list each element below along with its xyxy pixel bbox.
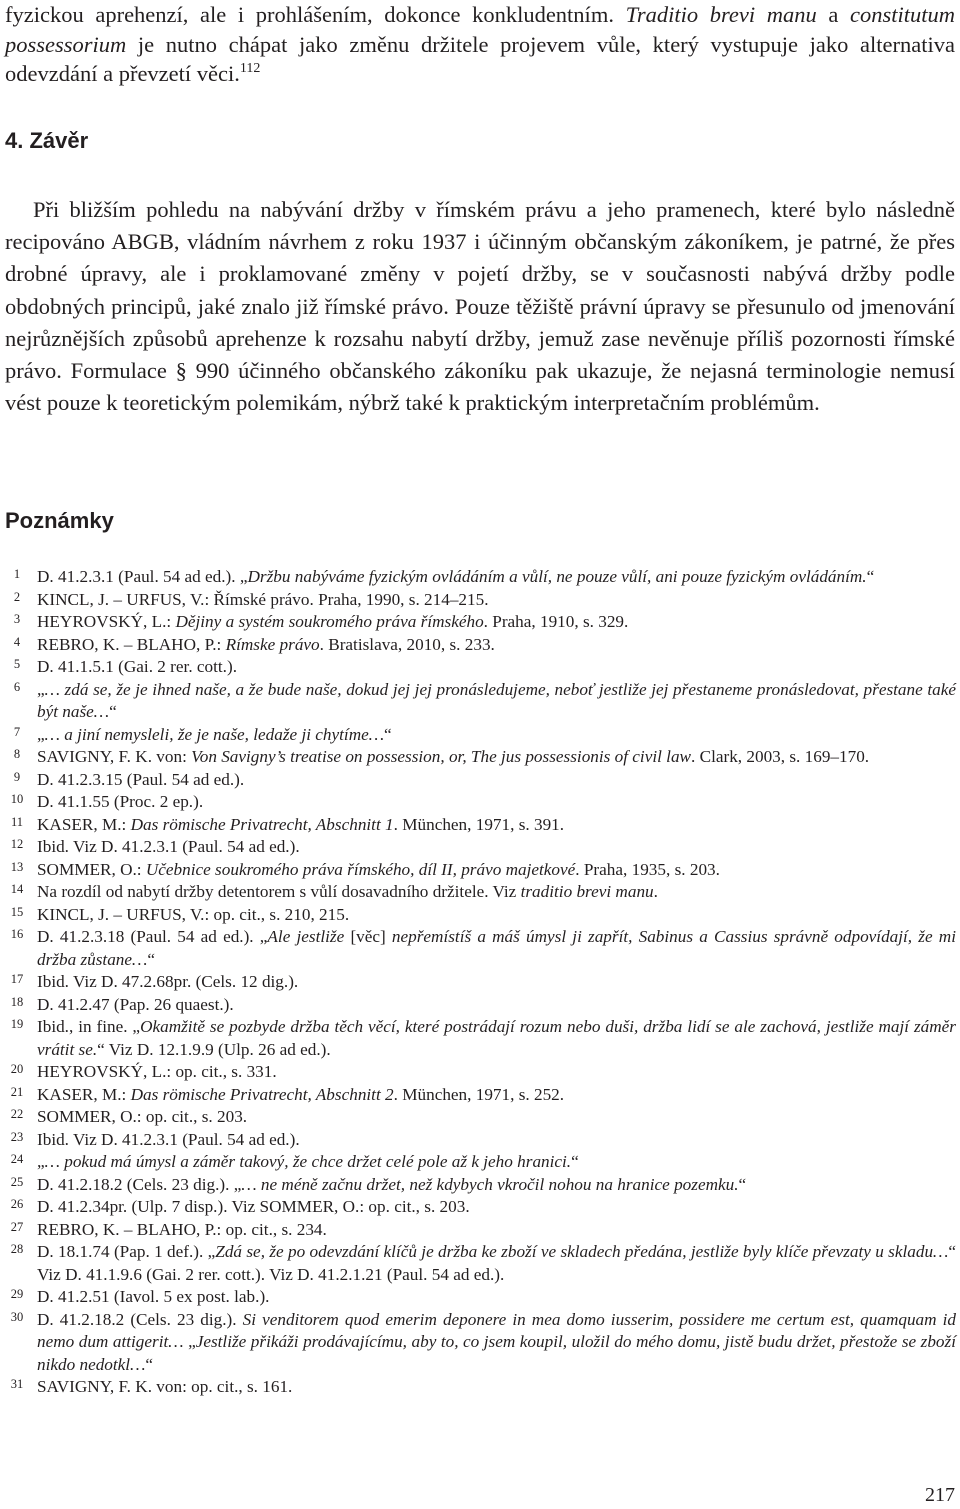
note-italic-text: Ale jestliže xyxy=(267,927,351,946)
note-text: Ibid. Viz D. 41.2.3.1 (Paul. 54 ad ed.). xyxy=(37,1129,300,1149)
note-number: 19 xyxy=(10,1017,24,1031)
note-text: . Clark, 2003, s. 169–170. xyxy=(691,747,870,766)
note-text: „ xyxy=(37,724,45,744)
intro-text-a: fyzickou aprehenzí, ale i prohlášením, dokonce konkludentním. xyxy=(5,2,626,27)
note-text: „ xyxy=(183,1332,196,1351)
note-number: 17 xyxy=(10,972,24,986)
note-italic-text: Zdá se, že po odevzdání klíčů je držba ke zboží ve skladech předána, jestliže byly klíče převzaty u skladu… xyxy=(215,1242,949,1261)
note-text: D. 41.2.47 (Pap. 26 quaest.). xyxy=(37,994,234,1014)
note-text: KASER, M.: xyxy=(37,1084,131,1104)
note-text: D. 18.1.74 (Pap. 1 def.). „ xyxy=(37,1242,216,1261)
note-text: SOMMER, O.: op. cit., s. 203. xyxy=(37,1107,248,1126)
note-italic-text: Držbu nabýváme fyzickým ovládáním a vůlí, ne pouze vůlí, ani pouze fyzickým ovládáním. xyxy=(247,567,867,586)
note-text: D. 41.2.34pr. (Ulp. 7 disp.). Viz SOMMER, O.: op. cit., s. 203. xyxy=(37,1197,470,1216)
intro-text-b: a xyxy=(816,2,850,27)
note-text: “ xyxy=(866,567,875,586)
note-number: 22 xyxy=(10,1107,24,1121)
note-italic-text: Učebnice soukromého práva římského, díl II, právo majetkové xyxy=(145,859,576,879)
note-text: D. 41.2.3.18 (Paul. 54 ad ed.). „ xyxy=(37,927,268,946)
note-text: D. 41.1.55 (Proc. 2 ep.). xyxy=(37,792,204,811)
note-text: “ Viz D. 41.1.9.6 (Gai. 2 rer. cott.). Viz D. 41.2.1.21 (Paul. 54 ad ed.). xyxy=(37,1242,956,1284)
note-number: 4 xyxy=(13,634,21,649)
note-item xyxy=(0,634,956,657)
note-number: 18 xyxy=(10,994,24,1009)
note-number: 23 xyxy=(10,1129,24,1144)
note-text: Na rozdíl od nabytí držby detentorem s vůlí dosavadního držitele. Viz xyxy=(37,882,521,901)
note-text: . München, 1971, s. 252. xyxy=(393,1084,565,1104)
note-item xyxy=(0,566,956,589)
note-item xyxy=(0,746,956,769)
note-text: “ Viz D. 12.1.9.9 (Ulp. 26 ad ed.). xyxy=(97,1039,331,1059)
note-text: KINCL, J. – URFUS, V.: Římské právo. Praha, 1990, s. 214–215. xyxy=(37,589,489,609)
note-number: 21 xyxy=(10,1084,24,1099)
note-text: D. 41.2.18.2 (Cels. 23 dig.). xyxy=(37,1309,243,1329)
note-italic-text: … a jiní nemysleli, že je naše, ledaže ji chytíme… xyxy=(44,724,385,744)
note-item xyxy=(0,1196,956,1219)
note-number: 30 xyxy=(10,1309,24,1324)
note-item xyxy=(0,724,956,747)
note-number: 26 xyxy=(10,1197,24,1211)
note-italic-text: … ne méně začnu držet, než kdybych vkročil nohou na hranice pozemku. xyxy=(241,1174,739,1194)
note-number: 29 xyxy=(10,1287,24,1301)
note-item xyxy=(0,1286,956,1309)
note-item xyxy=(0,589,956,612)
page-number: 217 xyxy=(925,1484,955,1506)
note-italic-text: nepřemístíš a máš úmysl ji zapřít, Sabinus a Cassius správně odpovídají, že mi držba zůstane… xyxy=(37,927,956,969)
note-number: 13 xyxy=(10,859,24,874)
note-text: KASER, M.: xyxy=(37,814,131,834)
note-text: SAVIGNY, F. K. von: op. cit., s. 161. xyxy=(37,1377,293,1396)
section-heading: 4. Závěr xyxy=(5,128,89,153)
note-text: SAVIGNY, F. K. von: xyxy=(37,747,192,766)
note-text: . Bratislava, 2010, s. 233. xyxy=(319,634,495,654)
note-number: 2 xyxy=(13,589,21,604)
note-italic-text: Das römische Privatrecht, Abschnitt 2 xyxy=(130,1084,394,1104)
note-number: 24 xyxy=(10,1152,24,1166)
note-number: 20 xyxy=(10,1062,24,1076)
note-number: 14 xyxy=(10,882,24,896)
note-text: KINCL, J. – URFUS, V.: op. cit., s. 210, 215. xyxy=(37,904,350,924)
note-number: 1 xyxy=(13,567,21,581)
note-item xyxy=(0,1129,956,1152)
notes-list xyxy=(0,566,960,1399)
note-item xyxy=(0,1219,956,1242)
note-item xyxy=(0,769,956,792)
note-text: D. 41.2.3.15 (Paul. 54 ad ed.). xyxy=(37,769,245,789)
note-number: 12 xyxy=(10,837,24,851)
note-item xyxy=(0,994,956,1017)
intro-term-constitutum: constitutum possessorium xyxy=(5,2,955,57)
note-text: [věc] xyxy=(350,927,392,946)
note-number: 9 xyxy=(13,769,21,784)
note-item xyxy=(0,679,956,724)
footnote-reference: 112 xyxy=(239,61,261,76)
note-number: 16 xyxy=(10,927,24,941)
note-text: “ xyxy=(147,949,155,969)
note-text: „ xyxy=(37,679,45,699)
note-item xyxy=(0,1151,956,1174)
note-item xyxy=(0,1309,956,1377)
note-text: „ xyxy=(37,1152,45,1171)
note-italic-text: Jestliže přikáži prodávajícímu, aby to, co jsem koupil, uložil do mého domu, jistě budu držet, přestože se zboží nikdo nedotkl… xyxy=(37,1332,956,1374)
note-item xyxy=(0,904,956,927)
note-italic-text: Si venditorem quod emerim deponere in mea domo iusserim, possidere me certum est, quamquam id nemo dum attigerit… xyxy=(37,1309,956,1351)
note-number: 7 xyxy=(13,724,21,739)
note-number: 10 xyxy=(10,792,24,806)
note-item xyxy=(0,859,956,882)
note-item xyxy=(0,1376,956,1399)
note-item xyxy=(0,791,956,814)
note-number: 8 xyxy=(13,747,21,761)
note-text: . Praha, 1935, s. 203. xyxy=(575,859,720,879)
note-number: 3 xyxy=(13,612,21,626)
note-item xyxy=(0,1061,956,1084)
note-item xyxy=(0,1016,956,1061)
note-text: D. 41.1.5.1 (Gai. 2 rer. cott.). xyxy=(37,657,237,676)
note-item xyxy=(0,1241,956,1286)
note-text: Ibid. Viz D. 41.2.3.1 (Paul. 54 ad ed.). xyxy=(37,837,300,856)
note-text: SOMMER, O.: xyxy=(37,859,146,879)
note-italic-text: Rímske právo xyxy=(225,634,320,654)
note-item xyxy=(0,971,956,994)
note-text: D. 41.2.51 (Iavol. 5 ex post. lab.). xyxy=(37,1287,270,1306)
note-text: REBRO, K. – BLAHO, P.: op. cit., s. 234. xyxy=(37,1219,327,1239)
intro-term-traditio: Traditio brevi manu xyxy=(625,2,817,27)
conclusion-text: Při bližším pohledu na nabývání držby v římském právu a jeho pramenech, které bylo následně recipováno ABGB, vládním návrhem z roku 1937 i účinným občanským zákoníkem, je patrné, že přes drobné úpravy, ale i proklamované změny v pojetí držby, se v současnosti nabývá držby podle obdobných principů, jaké znalo již římské právo. Pouze těžiště právní úpravy se přesunulo od jmenování nejrůznějších způsobů aprehenze k rozsahu nabytí držby, jemuž zase nevěnuje příliš pozornosti římské právo. Formulace § 990 účinného občanského zákoníku pak ukazuje, že nejasná terminologie nemusí vést pouze k teoretickým polemikám, nýbrž také k praktickým interpretačním problémům. xyxy=(5,197,955,416)
note-italic-text: Von Savigny’s treatise on possession, or, The jus possessionis of civil law xyxy=(191,747,692,766)
note-item xyxy=(0,1174,956,1197)
note-text: “ xyxy=(738,1174,747,1194)
note-item xyxy=(0,656,956,679)
note-text: “ xyxy=(571,1152,579,1171)
note-item xyxy=(0,1084,956,1107)
note-text: “ xyxy=(109,702,117,721)
note-number: 27 xyxy=(10,1219,24,1234)
intro-text-c: je nutno chápat jako změnu držitele projevem vůle, který vystupuje jako alternativa odevzdání a převzetí věci. xyxy=(5,31,955,86)
note-text: . xyxy=(653,882,658,901)
note-item xyxy=(0,926,956,971)
notes-heading: Poznámky xyxy=(5,508,114,533)
note-item xyxy=(0,814,956,837)
note-text: . Praha, 1910, s. 329. xyxy=(483,612,629,631)
note-item xyxy=(0,1106,956,1129)
note-number: 25 xyxy=(10,1174,24,1189)
note-text: Ibid., in fine. „ xyxy=(37,1017,141,1036)
note-text: D. 41.2.3.1 (Paul. 54 ad ed.). „ xyxy=(37,567,248,586)
note-italic-text: Okamžitě se pozbyde držba těch věcí, které postrádají rozum nebo duši, držba lidí se ale zachová, jestliže mají záměr vrátit se. xyxy=(37,1017,956,1059)
note-italic-text: Dějiny a systém soukromého práva římského xyxy=(175,612,484,631)
note-number: 28 xyxy=(10,1242,24,1256)
note-text: . München, 1971, s. 391. xyxy=(393,814,565,834)
note-item xyxy=(0,881,956,904)
note-text: HEYROVSKÝ, L.: op. cit., s. 331. xyxy=(37,1062,277,1081)
note-italic-text: Das römische Privatrecht, Abschnitt 1 xyxy=(130,814,394,834)
note-text: HEYROVSKÝ, L.: xyxy=(37,612,176,631)
note-number: 5 xyxy=(13,657,21,671)
note-item xyxy=(0,836,956,859)
note-number: 11 xyxy=(10,814,24,829)
note-number: 15 xyxy=(10,904,24,919)
note-text: “ xyxy=(145,1354,153,1374)
note-italic-text: traditio brevi manu xyxy=(520,882,654,901)
intro-paragraph xyxy=(5,0,955,89)
note-item xyxy=(0,611,956,634)
note-text: Ibid. Viz D. 47.2.68pr. (Cels. 12 dig.). xyxy=(37,972,299,991)
note-number: 6 xyxy=(13,679,21,694)
note-text: REBRO, K. – BLAHO, P.: xyxy=(37,634,226,654)
note-text: “ xyxy=(384,724,392,744)
note-italic-text: … pokud má úmysl a záměr takový, že chce držet celé pole až k jeho hranici. xyxy=(44,1152,572,1171)
conclusion-paragraph xyxy=(5,194,955,419)
note-text: D. 41.2.18.2 (Cels. 23 dig.). „ xyxy=(37,1174,242,1194)
note-number: 31 xyxy=(10,1377,24,1391)
note-italic-text: … zdá se, že je ihned naše, a že bude naše, dokud jej jej pronásledujeme, neboť jestliže jej přestaneme pronásledovat, přestane také být naše… xyxy=(37,679,956,721)
